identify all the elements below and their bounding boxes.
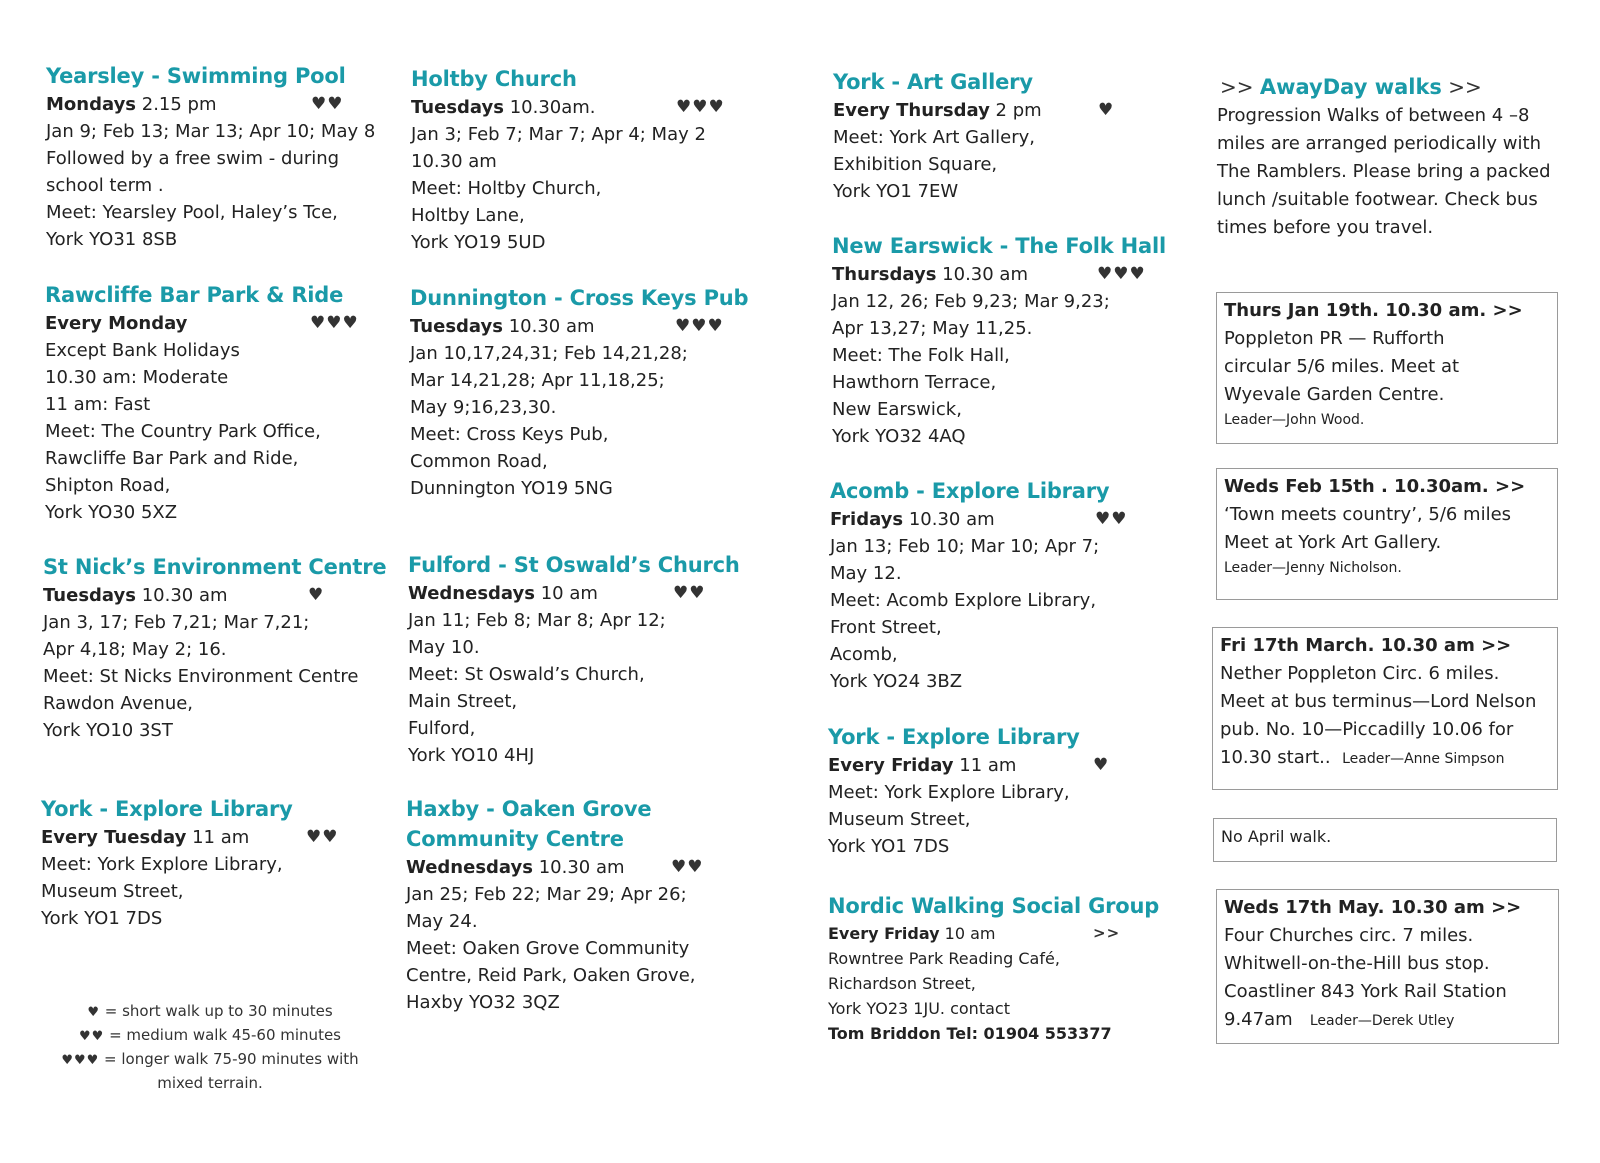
heart-rating-icon: ♥ — [1093, 755, 1110, 775]
heart-rating-icon: ♥ — [1098, 100, 1115, 120]
walk-line: May 24. — [406, 911, 478, 932]
walk-title: Acomb - Explore Library — [830, 479, 1110, 503]
walk-nordic — [828, 891, 1159, 1046]
walk-line: Jan 13; Feb 10; Mar 10; Apr 7; — [830, 536, 1100, 557]
walk-line: York YO10 4HJ — [408, 745, 535, 766]
walk-line: 11 am: Fast — [45, 394, 151, 415]
walk-dunnington — [410, 283, 748, 502]
box-leader: Leader—Derek Utley — [1309, 1013, 1455, 1029]
heart-rating-icon: ♥ — [308, 585, 325, 605]
awayday-title: AwayDay walks — [1259, 75, 1442, 99]
walk-title: Community Centre — [406, 827, 624, 851]
walk-line: Fulford, — [408, 718, 476, 739]
walk-schedule — [828, 921, 1159, 946]
awayday-box-jan — [1216, 292, 1558, 444]
box-line: Nether Poppleton Circ. 6 miles. — [1220, 663, 1500, 684]
walk-line: Jan 9; Feb 13; Mar 13; Apr 10; May 8 — [46, 121, 376, 142]
walk-time: 10 am — [939, 924, 996, 943]
walk-line: 10.30 am — [411, 151, 497, 172]
walk-line: Rawcliffe Bar Park and Ride, — [45, 448, 299, 469]
walk-line: Rawdon Avenue, — [43, 693, 194, 714]
walk-line: Acomb, — [830, 644, 898, 665]
walk-line: New Earswick, — [832, 399, 962, 420]
walk-line: Jan 3, 17; Feb 7,21; Mar 7,21; — [43, 612, 310, 633]
box-leader: Leader—Jenny Nicholson. — [1224, 560, 1402, 576]
box-line: Poppleton PR — Rufforth — [1224, 328, 1445, 349]
walk-time: 10.30 am — [502, 316, 595, 337]
walk-line: Apr 4,18; May 2; 16. — [43, 639, 227, 660]
walk-contact: Tom Briddon Tel: 01904 553377 — [828, 1024, 1112, 1043]
walk-time: 10.30 am — [135, 585, 228, 606]
walk-line: Jan 3; Feb 7; Mar 7; Apr 4; May 2 — [411, 124, 706, 145]
walk-line: Meet: Acomb Explore Library, — [830, 590, 1097, 611]
walk-schedule — [45, 310, 359, 337]
awayday-box-feb — [1216, 468, 1558, 600]
walk-time: 10.30 am — [936, 264, 1028, 285]
walk-day: Wednesdays — [406, 857, 533, 878]
walk-title: York - Explore Library — [41, 797, 293, 821]
walk-line: Jan 12, 26; Feb 9,23; Mar 9,23; — [832, 291, 1110, 312]
walk-time: 11 am — [186, 827, 250, 848]
walk-title: New Earswick - The Folk Hall — [832, 234, 1167, 258]
walk-day: Every Monday — [45, 313, 188, 334]
walk-york-explore-fri — [828, 722, 1110, 860]
box-heading: No April walk. — [1221, 827, 1332, 846]
box-heading: Weds Feb 15th . 10.30am. >> — [1224, 476, 1526, 497]
walk-holtby — [411, 64, 725, 256]
heart-legend — [50, 1000, 370, 1095]
walk-st-nicks — [43, 552, 386, 744]
walk-title: Rawcliffe Bar Park & Ride — [45, 283, 344, 307]
heart-rating-icon: ♥♥ — [306, 827, 339, 847]
walk-line: Jan 10,17,24,31; Feb 14,21,28; — [410, 343, 688, 364]
walk-line: Richardson Street, — [828, 974, 976, 993]
heart-rating-icon: ♥♥ — [673, 583, 706, 603]
walk-day: Fridays — [830, 509, 904, 530]
heart-rating-icon: ♥♥ — [311, 94, 344, 114]
walk-line: Shipton Road, — [45, 475, 171, 496]
walk-line: Meet: St Nicks Environment Centre — [43, 666, 359, 687]
walk-schedule — [43, 582, 386, 609]
walk-line: Mar 14,21,28; Apr 11,18,25; — [410, 370, 665, 391]
walk-line: Meet: Yearsley Pool, Haley’s Tce, — [46, 202, 338, 223]
walk-day: Mondays — [46, 94, 137, 115]
heart-rating-icon: ♥♥ — [1095, 509, 1128, 529]
walk-line: Except Bank Holidays — [45, 340, 240, 361]
walk-line: Dunnington YO19 5NG — [410, 478, 613, 499]
walk-line: May 9;16,23,30. — [410, 397, 557, 418]
walk-line: Meet: York Explore Library, — [41, 854, 283, 875]
walk-line: Jan 25; Feb 22; Mar 29; Apr 26; — [406, 884, 687, 905]
box-line: pub. No. 10—Piccadilly 10.06 for — [1220, 719, 1514, 740]
walk-schedule — [41, 824, 339, 851]
walk-line: Exhibition Square, — [833, 154, 998, 175]
heart-rating-icon: ♥♥♥ — [676, 97, 725, 117]
box-line: Whitwell-on-the-Hill bus stop. — [1224, 953, 1490, 974]
walk-line: York YO32 4AQ — [832, 426, 966, 447]
awayday-box-apr — [1213, 818, 1557, 862]
walk-day: Every Tuesday — [41, 827, 187, 848]
box-heading: Weds 17th May. 10.30 am >> — [1224, 897, 1522, 918]
walk-line: school term . — [46, 175, 164, 196]
walk-title: Nordic Walking Social Group — [828, 894, 1160, 918]
walk-day: Tuesdays — [43, 585, 136, 606]
awayday-heading — [1220, 72, 1580, 102]
arrow-icon: >> — [1093, 924, 1121, 942]
walk-line: York YO23 1JU. contact — [828, 999, 1010, 1018]
heart-rating-icon: ♥♥ — [671, 857, 704, 877]
walk-schedule — [406, 854, 704, 881]
box-line: circular 5/6 miles. Meet at — [1224, 356, 1460, 377]
walk-schedule — [410, 313, 748, 340]
walk-line: Meet: Holtby Church, — [411, 178, 602, 199]
walk-day: Every Friday — [828, 755, 954, 776]
walk-line: Jan 11; Feb 8; Mar 8; Apr 12; — [408, 610, 666, 631]
walk-day: Every Thursday — [833, 100, 990, 121]
arrow-icon: >> — [1220, 75, 1260, 99]
legend-row: ♥♥ = medium walk 45-60 minutes — [79, 1026, 341, 1044]
walk-line: Rowntree Park Reading Café, — [828, 949, 1060, 968]
walk-line: Front Street, — [830, 617, 942, 638]
walk-line: York YO10 3ST — [43, 720, 173, 741]
walk-line: York YO1 7DS — [828, 836, 950, 857]
walk-time: 11 am — [953, 755, 1017, 776]
walk-line: York YO24 3BZ — [830, 671, 963, 692]
heart-rating-icon: ♥♥♥ — [1097, 264, 1146, 284]
legend-row: ♥♥♥ = longer walk 75-90 minutes with — [61, 1050, 359, 1068]
walk-line: Common Road, — [410, 451, 548, 472]
heart-rating-icon: ♥♥♥ — [310, 313, 359, 333]
walk-title: Dunnington - Cross Keys Pub — [410, 286, 749, 310]
walk-day: Tuesdays — [411, 97, 504, 118]
walk-title: York - Art Gallery — [833, 70, 1033, 94]
walk-rawcliffe — [45, 280, 359, 526]
walk-haxby — [406, 794, 704, 1016]
heart-icon: ♥♥♥ — [61, 1053, 100, 1068]
walk-time: 10.30am. — [503, 97, 596, 118]
walk-fulford — [408, 550, 740, 769]
walk-line: Museum Street, — [828, 809, 971, 830]
box-line: ‘Town meets country’, 5/6 miles — [1224, 504, 1512, 525]
walk-schedule — [832, 261, 1166, 288]
walk-line: York YO19 5UD — [411, 232, 546, 253]
heart-icon: ♥ — [87, 1005, 100, 1020]
awayday-box-may — [1216, 889, 1559, 1044]
walk-time: 10.30 am — [903, 509, 995, 530]
walk-schedule — [833, 97, 1115, 124]
walk-line: York YO30 5XZ — [45, 502, 178, 523]
walk-title: Holtby Church — [411, 67, 577, 91]
walk-art-gallery — [833, 67, 1115, 205]
walk-line: Centre, Reid Park, Oaken Grove, — [406, 965, 696, 986]
walk-acomb — [830, 476, 1128, 695]
legend-row: ♥ = short walk up to 30 minutes — [87, 1002, 333, 1020]
box-heading: Fri 17th March. 10.30 am >> — [1220, 635, 1512, 656]
walk-schedule — [411, 94, 725, 121]
walk-line: Meet: The Folk Hall, — [832, 345, 1010, 366]
walk-new-earswick — [832, 231, 1166, 450]
walk-time: 2 pm — [989, 100, 1042, 121]
walk-line: York YO1 7EW — [833, 181, 959, 202]
walk-line: May 12. — [830, 563, 902, 584]
walk-line: Meet: York Art Gallery, — [833, 127, 1036, 148]
walk-day: Thursdays — [832, 264, 937, 285]
walk-line: Main Street, — [408, 691, 518, 712]
walk-day: Tuesdays — [410, 316, 503, 337]
box-heading: Thurs Jan 19th. 10.30 am. >> — [1224, 300, 1523, 321]
box-leader: Leader—John Wood. — [1224, 412, 1365, 428]
box-line: 9.47am Leader—Derek Utley — [1224, 1009, 1455, 1030]
box-line: Meet at York Art Gallery. — [1224, 532, 1442, 553]
walk-line: Museum Street, — [41, 881, 184, 902]
heart-rating-icon: ♥♥♥ — [675, 316, 724, 336]
walk-title: York - Explore Library — [828, 725, 1080, 749]
walk-line: York YO31 8SB — [46, 229, 178, 250]
walk-line: York YO1 7DS — [41, 908, 163, 929]
walk-day: Wednesdays — [408, 583, 535, 604]
walk-schedule — [828, 752, 1110, 779]
awayday-intro: Progression Walks of between 4 –8 miles are arranged periodically with The Ramblers. Please bring a packed lunch /suitable footwear. Check bus times before you travel. — [1217, 105, 1551, 238]
arrow-icon: >> — [1441, 75, 1482, 99]
walk-time: 2.15 pm — [136, 94, 217, 115]
walk-time: 10 am — [534, 583, 598, 604]
walk-title: Yearsley - Swimming Pool — [46, 64, 346, 88]
box-leader: Leader—Anne Simpson — [1342, 751, 1505, 767]
walk-york-explore-tue — [41, 794, 339, 932]
legend-row: mixed terrain. — [157, 1074, 263, 1092]
walk-yearsley — [46, 61, 375, 253]
walk-title: Fulford - St Oswald’s Church — [408, 553, 740, 577]
box-line: Meet at bus terminus—Lord Nelson — [1220, 691, 1537, 712]
walk-title: St Nick’s Environment Centre — [43, 555, 387, 579]
walk-line: Meet: St Oswald’s Church, — [408, 664, 645, 685]
walk-time: 10.30 am — [532, 857, 625, 878]
walk-line: Meet: York Explore Library, — [828, 782, 1070, 803]
walk-line: Haxby YO32 3QZ — [406, 992, 560, 1013]
walk-schedule — [830, 506, 1128, 533]
walk-line: Apr 13,27; May 11,25. — [832, 318, 1033, 339]
walk-line: Holtby Lane, — [411, 205, 525, 226]
walk-line: Meet: Cross Keys Pub, — [410, 424, 609, 445]
walk-line: Hawthorn Terrace, — [832, 372, 997, 393]
box-line: 10.30 start.. Leader—Anne Simpson — [1220, 747, 1505, 768]
walk-line: Meet: The Country Park Office, — [45, 421, 321, 442]
box-line: Coastliner 843 York Rail Station — [1224, 981, 1507, 1002]
walk-line: May 10. — [408, 637, 480, 658]
walk-line: Meet: Oaken Grove Community — [406, 938, 690, 959]
walk-title: Haxby - Oaken Grove — [406, 797, 652, 821]
walk-schedule — [46, 91, 375, 118]
box-line: Four Churches circ. 7 miles. — [1224, 925, 1474, 946]
walk-schedule — [408, 580, 740, 607]
walk-day: Every Friday — [828, 924, 940, 943]
awayday-box-mar — [1212, 627, 1558, 790]
walk-line: Followed by a free swim - during — [46, 148, 340, 169]
heart-icon: ♥♥ — [79, 1029, 105, 1044]
box-line: Wyevale Garden Centre. — [1224, 384, 1445, 405]
walk-line: 10.30 am: Moderate — [45, 367, 229, 388]
